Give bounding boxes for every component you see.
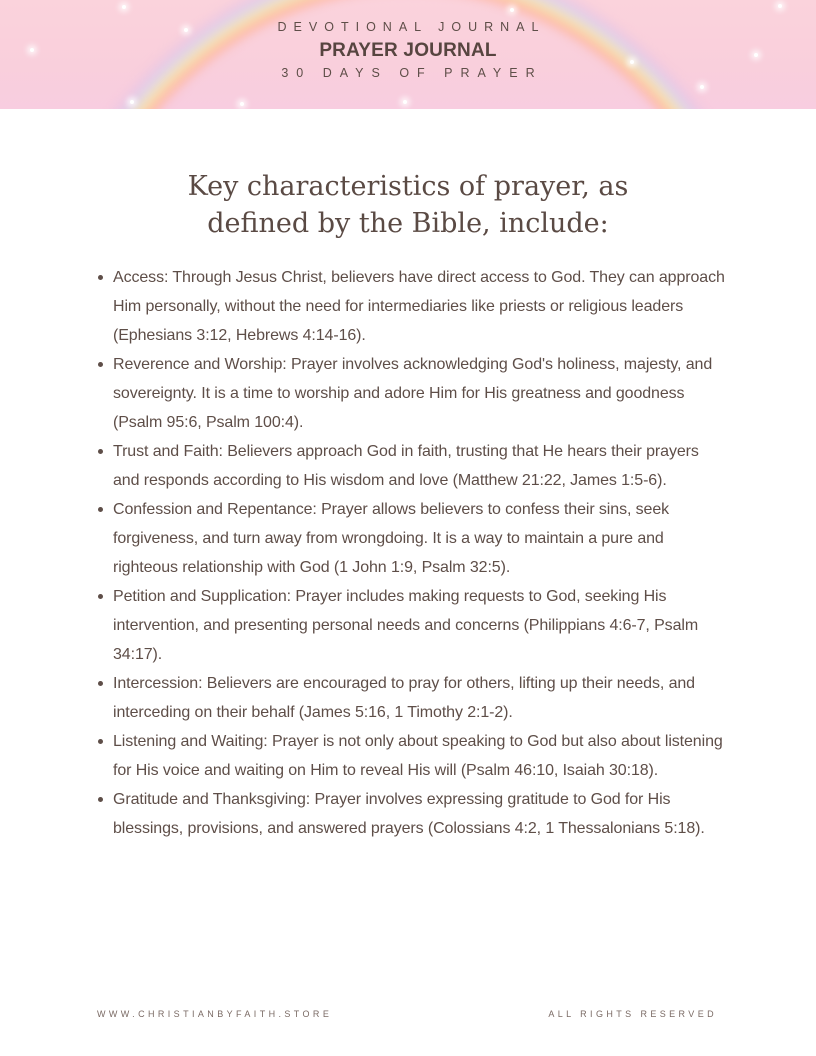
bullet-icon (98, 362, 103, 367)
header-kicker: DEVOTIONAL JOURNAL (277, 20, 546, 34)
list-item (92, 495, 728, 582)
header-subtitle: 30 DAYS OF PRAYER (281, 66, 543, 80)
bullet-icon (98, 739, 103, 744)
list-item-text: Reverence and Worship: Prayer involves acknowledging God's holiness, majesty, and sovereignty. It is a time to worship and adore Him for His greatness and goodness (Psalm 95:6, Psalm 100:4). (113, 356, 713, 431)
bullet-icon (98, 275, 103, 280)
list-item-text: Confession and Repentance: Prayer allows believers to confess their sins, seek forgiveness, and turn away from wrongdoing. It is a way to maintain a pure and righteous relationship with God (1 John 1:9, Psalm 32:5). (113, 501, 670, 576)
bullet-icon (98, 681, 103, 686)
sparkle-decoration (403, 100, 407, 104)
list-item-text: Intercession: Believers are encouraged to pray for others, lifting up their needs, and interceding on their behalf (James 5:16, 1 Timothy 2:1-2). (113, 675, 695, 721)
list-item-text: Access: Through Jesus Christ, believers have direct access to God. They can approach Him personally, without the need for intermediaries like priests or religious leaders (Ephesians 3:12, Hebrews 4:14-16). (113, 269, 725, 344)
header-title: PRAYER JOURNAL (319, 40, 497, 61)
footer-rights: ALL RIGHTS RESERVED (548, 1009, 717, 1019)
bullet-icon (98, 594, 103, 599)
sparkle-decoration (778, 4, 782, 8)
list-item (92, 727, 728, 785)
list-item-text: Listening and Waiting: Prayer is not only about speaking to God but also about listening for His voice and waiting on Him to reveal His will (Psalm 46:10, Isaiah 30:18). (113, 733, 723, 779)
sparkle-decoration (700, 85, 704, 89)
sparkle-decoration (122, 5, 126, 9)
sparkle-decoration (510, 8, 514, 12)
sparkle-decoration (130, 100, 134, 104)
list-item-text: Gratitude and Thanksgiving: Prayer involves expressing gratitude to God for His blessings, provisions, and answered prayers (Colossians 4:2, 1 Thessalonians 5:18). (113, 791, 705, 837)
list-item (92, 437, 728, 495)
list-item-text: Trust and Faith: Believers approach God in faith, trusting that He hears their prayers and responds according to His wisdom and love (Matthew 21:22, James 1:5-6). (113, 443, 699, 489)
list-item (92, 582, 728, 669)
list-item (92, 669, 728, 727)
bullet-icon (98, 507, 103, 512)
list-item (92, 350, 728, 437)
characteristics-list (92, 263, 728, 843)
footer-website: WWW.CHRISTIANBYFAITH.STORE (97, 1009, 333, 1019)
header-banner (0, 0, 816, 109)
sparkle-decoration (240, 102, 244, 106)
list-item-text: Petition and Supplication: Prayer includes making requests to God, seeking His intervention, and presenting personal needs and concerns (Philippians 4:6-7, Psalm 34:17). (113, 588, 699, 663)
list-item (92, 263, 728, 350)
list-item (92, 785, 728, 843)
bullet-icon (98, 449, 103, 454)
bullet-icon (98, 797, 103, 802)
page-heading: Key characteristics of prayer, as defined by the Bible, include: (187, 171, 629, 240)
